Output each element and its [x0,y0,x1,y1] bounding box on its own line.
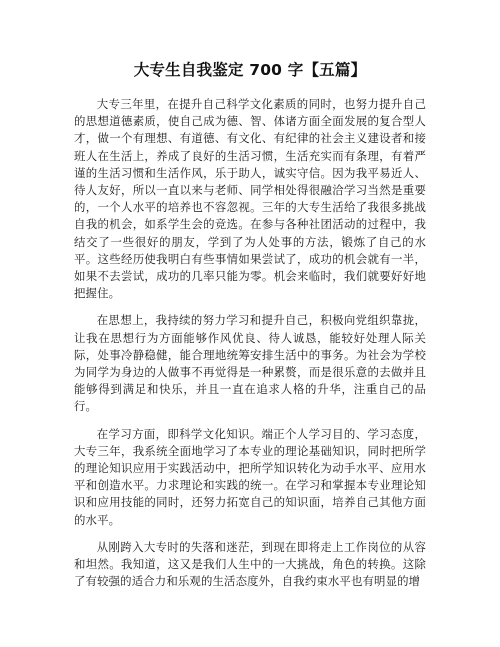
paragraph-thought: 在思想上，我持续的努力学习和提升自己，积极向党组织靠拢，让我在思想行为方面能够作风优良、待人诚恳，能较好处理人际关际，处事冷静稳健，能合理地统筹安排生活中的事务。为社会为学校为同学为身边的人做事不再觉得是一种累赘，而是很乐意的去做并且能够得到满足和快乐，并且一直在追求人格的升华，注重自己的品行。 [74,313,426,414]
document-title: 大专生自我鉴定 700 字【五篇】 [133,61,367,79]
paragraph-transition: 从刚跨入大专时的失落和迷茫，到现在即将走上工作岗位的从容和坦然。我知道，这又是我们人生中的一大挑战，角色的转换。这除了有较强的适合力和乐观的生活态度外，自我约束水平也有明显的增 [74,539,426,589]
document-page [74,58,426,600]
paragraph-life: 大专三年里，在提升自己科学文化素质的同时，也努力提升自己的思想道德素质，使自己成为德、智、体诸方面全面发展的复合型人才，做一个有理想、有道德、有文化、有纪律的社会主义建设者和接班人在生活上，养成了良好的生活习惯，生活充实而有条理，有着严谨的生活习惯和生活作风，乐于助人，诚实守信。因为我平易近人、待人友好，所以一直以来与老师、同学相处得很融洽学习当然是重要的，一个人水平的培养也不容忽视。三年的大专生活给了我很多挑战自我的机会，如系学生会的竞选。在参与各种社团活动的过程中，我结交了一些很好的朋友，学到了为人处事的方法，锻炼了自己的水平。这些经历使我明白有些事情如果尝试了，成功的机会就有一半，如果不去尝试，成功的几率只能为零。机会来临时，我们就要好好地把握住。 [74,97,426,301]
paragraph-study: 在学习方面，即科学文化知识。端正个人学习目的、学习态度，大专三年，我系统全面地学习了本专业的理论基础知识，同时把所学的理论知识应用于实践活动中，把所学知识转化为动手水平、应用水平和创造水平。力求理论和实践的统一。在学习和掌握本专业理论知识和应用技能的同时，还努力拓宽自己的知识面，培养自己其他方面的水平。 [74,426,426,527]
